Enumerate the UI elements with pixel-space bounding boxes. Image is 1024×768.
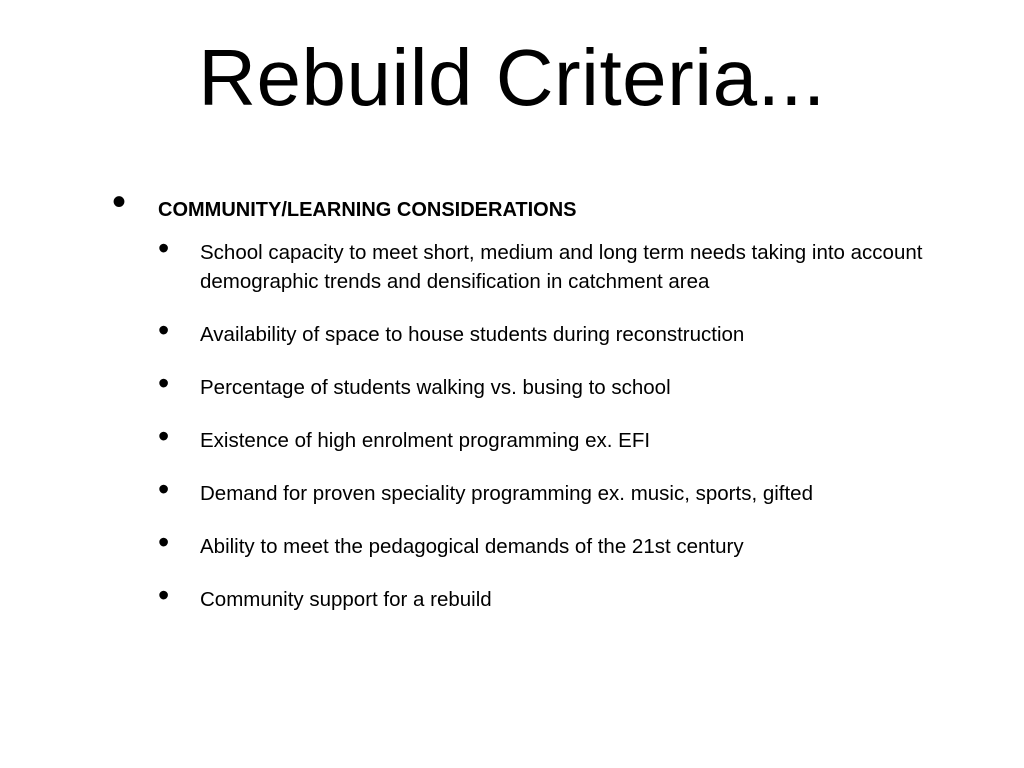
list-item-text: Availability of space to house students during reconstruction: [200, 323, 745, 346]
slide-title: Rebuild Criteria...: [198, 33, 826, 122]
list-item-text: Ability to meet the pedagogical demands of the 21st century: [200, 535, 744, 558]
list-item-text: Existence of high enrolment programming ex. EFI: [200, 429, 651, 452]
list-item-text: Demand for proven speciality programming ex. music, sports, gifted: [200, 482, 813, 505]
list-item: [158, 471, 970, 508]
bullet-icon: •: [158, 418, 170, 454]
list-item: [158, 312, 970, 349]
bullet-icon: •: [112, 180, 127, 224]
bullet-icon: •: [158, 312, 170, 348]
bullet-icon: •: [158, 524, 170, 560]
list-item: [158, 524, 970, 561]
list-item: [158, 230, 970, 296]
list-item: [158, 365, 970, 402]
list-item-text: Community support for a rebuild: [200, 588, 492, 611]
list-item-text: School capacity to meet short, medium and long term needs taking into account demographic trends and densification in catchment area: [200, 241, 923, 293]
section-item: [112, 180, 992, 228]
bullet-icon: •: [158, 577, 170, 613]
bullet-list: [112, 180, 992, 638]
bullet-icon: •: [158, 471, 170, 507]
list-item-text: Percentage of students walking vs. busing to school: [200, 376, 671, 399]
sub-bullet-list: [112, 230, 992, 614]
list-item: [158, 577, 970, 614]
list-item: [158, 418, 970, 455]
section-heading: COMMUNITY/LEARNING CONSIDERATIONS: [158, 199, 577, 221]
bullet-icon: •: [158, 230, 170, 266]
bullet-icon: •: [158, 365, 170, 401]
